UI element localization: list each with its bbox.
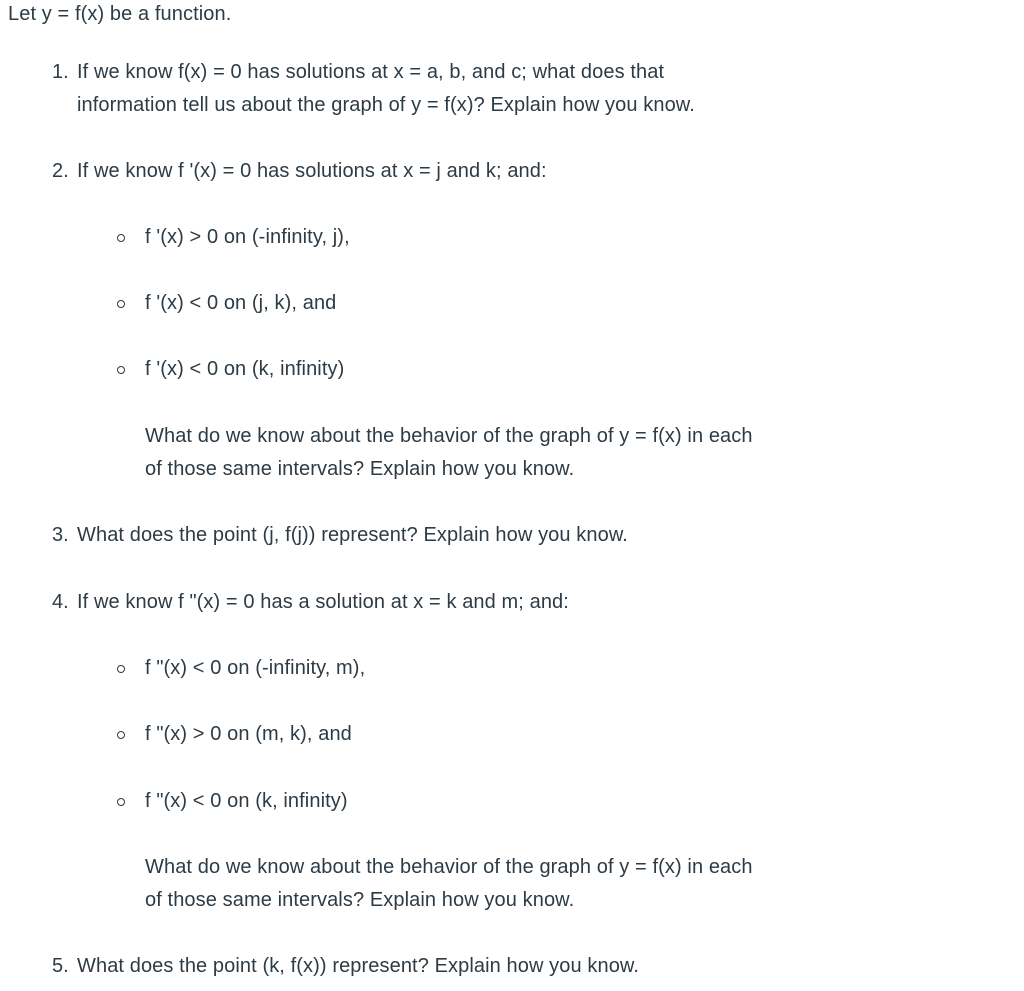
question-2-bullet-3: f '(x) < 0 on (k, infinity): [145, 358, 345, 380]
question-5-number: 5.: [52, 955, 69, 977]
question-4-line-1: If we know f "(x) = 0 has a solution at x = k and m; and:: [77, 591, 569, 613]
question-4-followup-line-2: of those same intervals? Explain how you know.: [145, 889, 575, 911]
question-2-number: 2.: [52, 160, 69, 182]
intro-text: Let y = f(x) be a function.: [8, 3, 232, 25]
bullet-circle-icon: [117, 731, 125, 739]
bullet-circle-icon: [117, 300, 125, 308]
bullet-circle-icon: [117, 234, 125, 242]
question-2-followup-line-2: of those same intervals? Explain how you know.: [145, 458, 575, 480]
question-2-line-1: If we know f '(x) = 0 has solutions at x = j and k; and:: [77, 160, 547, 182]
question-4-followup-line-1: What do we know about the behavior of the graph of y = f(x) in each: [145, 856, 753, 878]
question-1-number: 1.: [52, 61, 69, 83]
question-2-bullet-1: f '(x) > 0 on (-infinity, j),: [145, 226, 350, 248]
question-4-bullet-1: f "(x) < 0 on (-infinity, m),: [145, 657, 366, 679]
question-4-bullet-3: f "(x) < 0 on (k, infinity): [145, 790, 348, 812]
question-1-line-2: information tell us about the graph of y = f(x)? Explain how you know.: [77, 94, 695, 116]
question-3-number: 3.: [52, 524, 69, 546]
question-3-line-1: What does the point (j, f(j)) represent? Explain how you know.: [77, 524, 628, 546]
bullet-circle-icon: [117, 665, 125, 673]
question-4-bullet-2: f "(x) > 0 on (m, k), and: [145, 723, 352, 745]
question-1-line-1: If we know f(x) = 0 has solutions at x = a, b, and c; what does that: [77, 61, 665, 83]
question-2-bullet-2: f '(x) < 0 on (j, k), and: [145, 292, 337, 314]
bullet-circle-icon: [117, 366, 125, 374]
bullet-circle-icon: [117, 798, 125, 806]
question-4-number: 4.: [52, 591, 69, 613]
question-5-line-1: What does the point (k, f(x)) represent? Explain how you know.: [77, 955, 640, 977]
question-2-followup-line-1: What do we know about the behavior of the graph of y = f(x) in each: [145, 425, 753, 447]
